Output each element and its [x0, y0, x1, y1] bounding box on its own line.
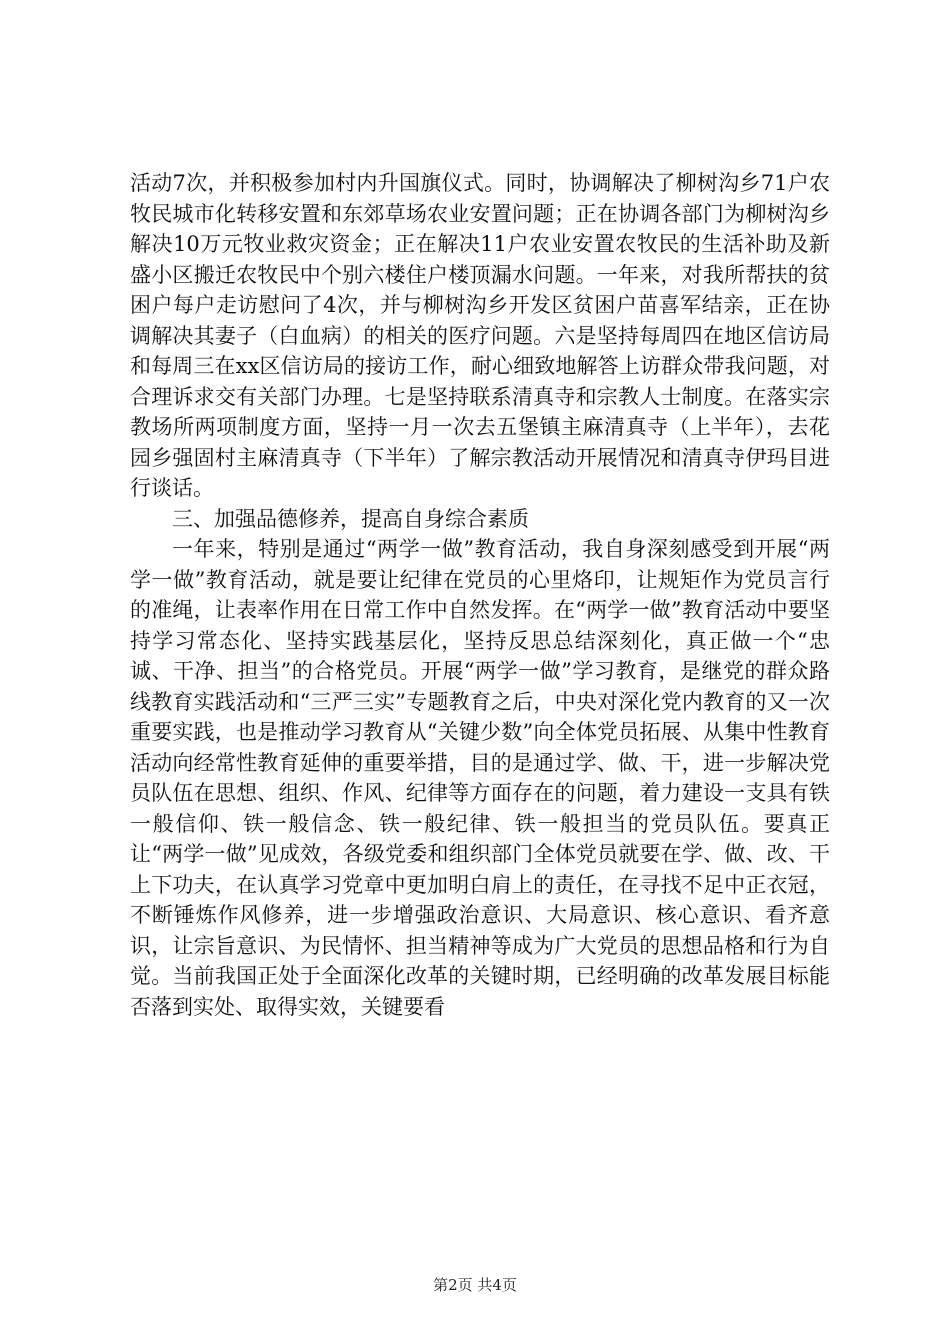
document-body — [130, 168, 830, 1022]
continued-paragraph: 活动7次，并积极参加村内升国旗仪式。同时，协调解决了柳树沟乡71户农牧民城市化转移安置和东郊草场农业安置问题；正在协调各部门为柳树沟乡解决10万元牧业救灾资金；正在解决11户农业安置农牧民的生活补助及新盛小区搬迁农牧民中个别六楼住户楼顶漏水问题。一年来，对我所帮扶的贫困户每户走访慰问了4次，并与柳树沟乡开发区贫困户苗喜军结亲，正在协调解决其妻子（白血病）的相关的医疗问题。六是坚持每周四在地区信访局和每周三在xx区信访局的接访工作，耐心细致地解答上访群众带我问题，对合理诉求交有关部门办理。七是坚持联系清真寺和宗教人士制度。在落实宗教场所两项制度方面，坚持一月一次去五堡镇主麻清真寺（上半年），去花园乡强固村主麻清真寺（下半年）了解宗教活动开展情况和清真寺伊玛目进行谈话。 — [130, 171, 830, 500]
body-paragraph: 一年来，特别是通过“两学一做”教育活动，我自身深刻感受到开展“两学一做”教育活动，就是要让纪律在党员的心里烙印，让规矩作为党员言行的准绳，让表率作用在日常工作中自然发挥。在“两学一做”教育活动中要坚持学习常态化、坚持实践基层化，坚持反思总结深刻化，真正做一个“忠诚、干净、担当”的合格党员。开展“两学一做”学习教育，是继党的群众路线教育实践活动和“三严三实”专题教育之后，中央对深化党内教育的又一次重要实践，也是推动学习教育从“关键少数”向全体党员拓展、从集中性教育活动向经常性教育延伸的重要举措，目的是通过学、做、干，进一步解决党员队伍在思想、组织、作风、纪律等方面存在的问题，着力建设一支具有铁一般信仰、铁一般信念、铁一般纪律、铁一般担当的党员队伍。要真正让“两学一做”见成效，各级党委和组织部门全体党员就要在学、做、改、干上下功夫，在认真学习党章中更加明白肩上的责任，在寻找不足中正衣冠，不断锤炼作风修养，进一步增强政治意识、大局意识、核心意识、看齐意识，让宗旨意识、为民情怀、担当精神等成为广大党员的思想品格和行为自觉。当前我国正处于全面深化改革的关键时期，已经明确的改革发展目标能否落到实处、取得实效，关键要看 — [130, 537, 830, 1019]
page-number-footer: 第2页 共4页 — [433, 1276, 517, 1294]
section-heading: 三、加强品德修养，提高自身综合素质 — [172, 506, 529, 531]
